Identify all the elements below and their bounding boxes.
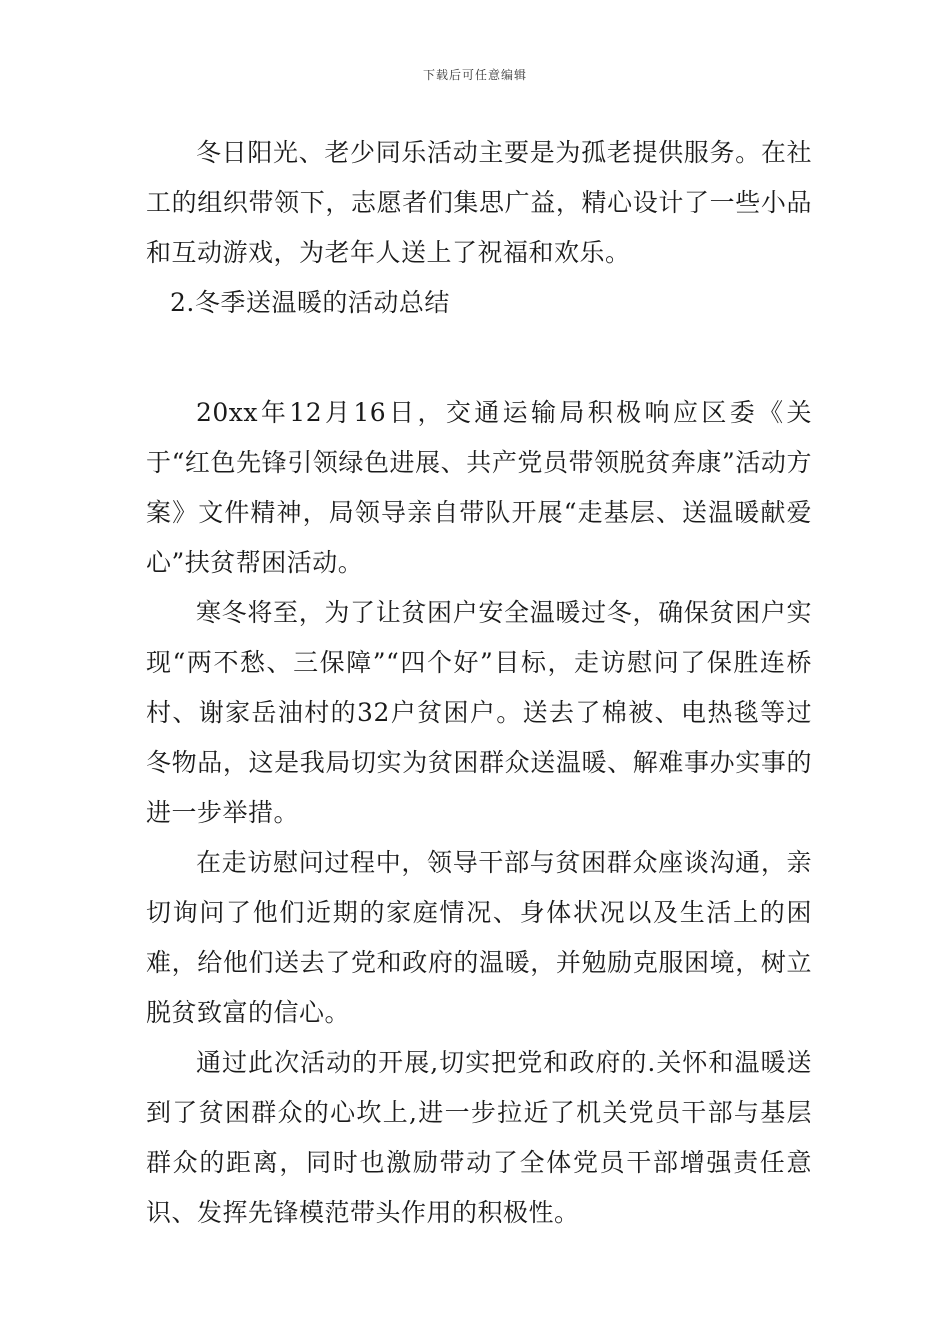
section-heading: 2.冬季送温暖的活动总结: [170, 288, 450, 317]
paragraph-visit-process: 在走访慰问过程中，领导干部与贫困群众座谈沟通，亲切询问了他们近期的家庭情况、身体状况以及生活上的困难，给他们送去了党和政府的温暖，并勉励克服困境，树立脱贫致富的信心。: [146, 848, 812, 1027]
paragraph-activity-intro: 20xx年12月16日，交通运输局积极响应区委《关于“红色先锋引领绿色进展、共产党员带领脱贫奔康”活动方案》文件精神，局领导亲自带队开展“走基层、送温暖献爱心”扶贫帮困活动。: [146, 398, 812, 577]
paragraph-visit-households: 寒冬将至，为了让贫困户安全温暖过冬，确保贫困户实现“两不愁、三保障”“四个好”目标，走访慰问了保胜连桥村、谢家岳油村的32户贫困户。送去了棉被、电热毯等过冬物品，这是我局切实为贫困群众送温暖、解难事办实事的进一步举措。: [146, 598, 812, 827]
document-body: [146, 128, 812, 1238]
header-note: 下载后可任意编辑: [422, 68, 527, 82]
paragraph-winter-sunshine: 冬日阳光、老少同乐活动主要是为孤老提供服务。在社工的组织带领下，志愿者们集思广益，精心设计了一些小品和互动游戏，为老年人送上了祝福和欢乐。: [146, 138, 812, 267]
paragraph-conclusion: 通过此次活动的开展,切实把党和政府的.关怀和温暖送到了贫困群众的心坎上,进一步拉近了机关党员干部与基层群众的距离，同时也激励带动了全体党员干部增强责任意识、发挥先锋模范带头作用的积极性。: [146, 1048, 812, 1227]
